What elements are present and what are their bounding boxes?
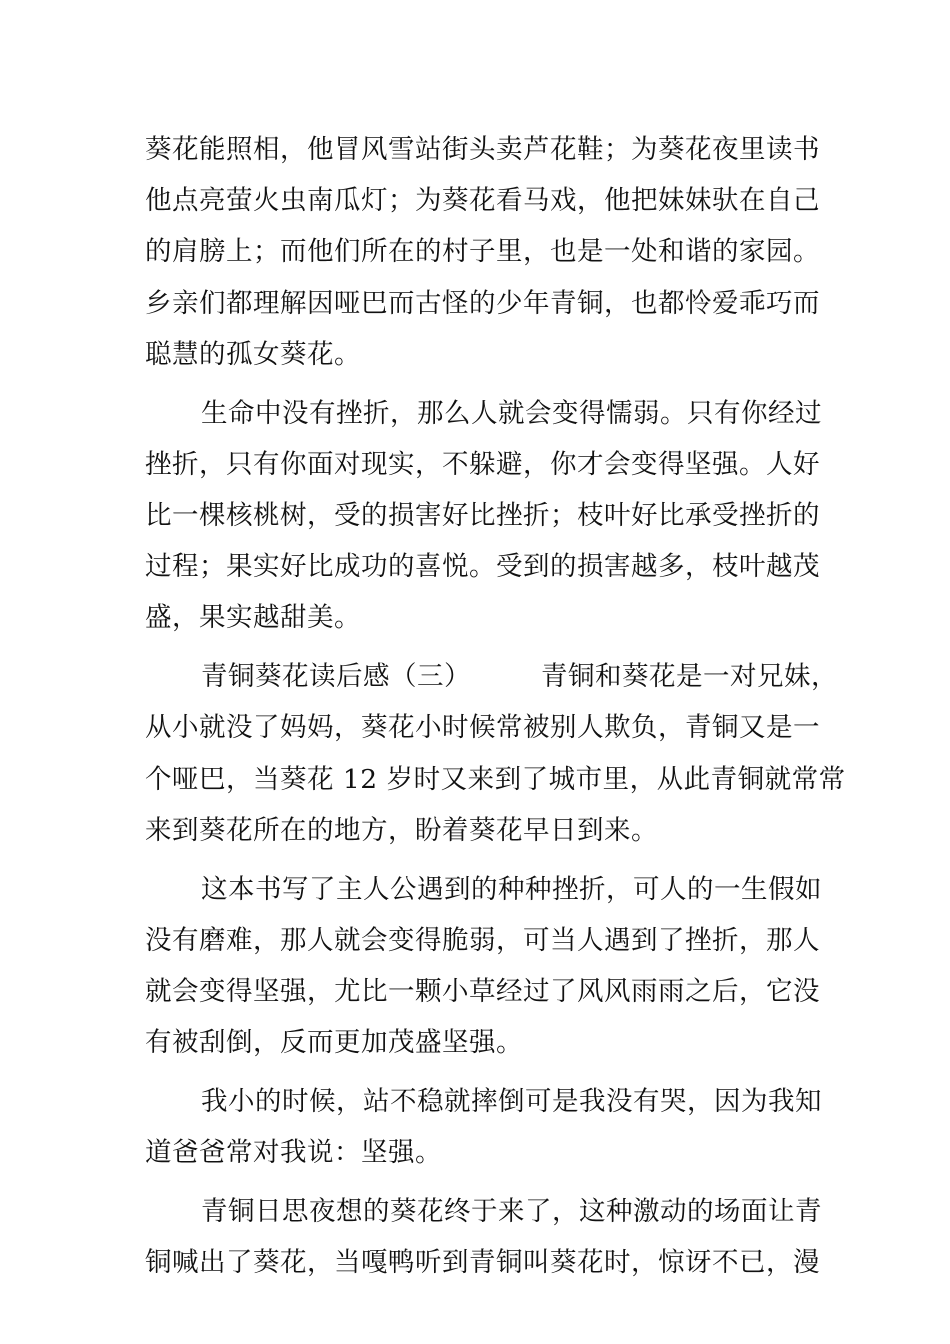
text-line: 盛，果实越甜美。 bbox=[145, 602, 361, 634]
paragraph-2 bbox=[145, 388, 822, 644]
paragraph-3 bbox=[145, 651, 846, 856]
text-line bbox=[145, 651, 838, 702]
text-line: 道爸爸常对我说：坚强。 bbox=[145, 1137, 442, 1169]
text-line: 这本书写了主人公遇到的种种挫折，可人的一生假如 bbox=[201, 873, 822, 905]
text-line: 就会变得坚强，尤比一颗小草经过了风风雨雨之后，它没 bbox=[145, 976, 820, 1008]
document-body bbox=[145, 124, 846, 1296]
text-line: 铜喊出了葵花，当嘎鸭听到青铜叫葵花时，惊讶不已，漫 bbox=[145, 1247, 820, 1279]
text-line: 葵花能照相，他冒风雪站街头卖芦花鞋；为葵花夜里读书 bbox=[145, 134, 820, 165]
text-line: 有被刮倒，反而更加茂盛坚强。 bbox=[145, 1027, 523, 1059]
text-line: 他点亮萤火虫南瓜灯；为葵花看马戏，他把妹妹驮在自己 bbox=[145, 185, 820, 217]
text-line: 来到葵花所在的地方，盼着葵花早日到来。 bbox=[145, 814, 658, 846]
text-line: 的肩膀上；而他们所在的村子里，也是一处和谐的家园。 bbox=[145, 236, 820, 268]
text-line: 青铜日思夜想的葵花终于来了，这种激动的场面让青 bbox=[201, 1196, 822, 1228]
text-line: 生命中没有挫折，那么人就会变得懦弱。只有你经过 bbox=[201, 397, 822, 429]
paragraph-1 bbox=[145, 124, 820, 380]
text-line: 没有磨难，那人就会变得脆弱，可当人遇到了挫折，那人 bbox=[145, 924, 820, 956]
text-line: 从小就没了妈妈，葵花小时候常被别人欺负，青铜又是一 bbox=[145, 712, 820, 744]
paragraph-5 bbox=[145, 1076, 822, 1178]
text-line: 过程；果实好比成功的喜悦。受到的损害越多，枝叶越茂 bbox=[145, 551, 820, 583]
text-line: 个哑巴，当葵花 12 岁时又来到了城市里，从此青铜就常常 bbox=[145, 763, 846, 795]
text-line: 聪慧的孤女葵花。 bbox=[145, 338, 361, 370]
text-line: 我小的时候，站不稳就摔倒可是我没有哭，因为我知 bbox=[201, 1086, 822, 1118]
text-line: 挫折，只有你面对现实，不躲避，你才会变得坚强。人好 bbox=[145, 448, 820, 480]
text-fragment: 青铜和葵花是一对兄妹， bbox=[541, 661, 838, 693]
paragraph-6 bbox=[145, 1186, 822, 1288]
text-line: 比一棵核桃树，受的损害好比挫折；枝叶好比承受挫折的 bbox=[145, 500, 820, 532]
section-heading: 青铜葵花读后感（三） bbox=[201, 661, 471, 693]
text-line: 乡亲们都理解因哑巴而古怪的少年青铜，也都怜爱乖巧而 bbox=[145, 287, 820, 319]
paragraph-4 bbox=[145, 864, 822, 1069]
